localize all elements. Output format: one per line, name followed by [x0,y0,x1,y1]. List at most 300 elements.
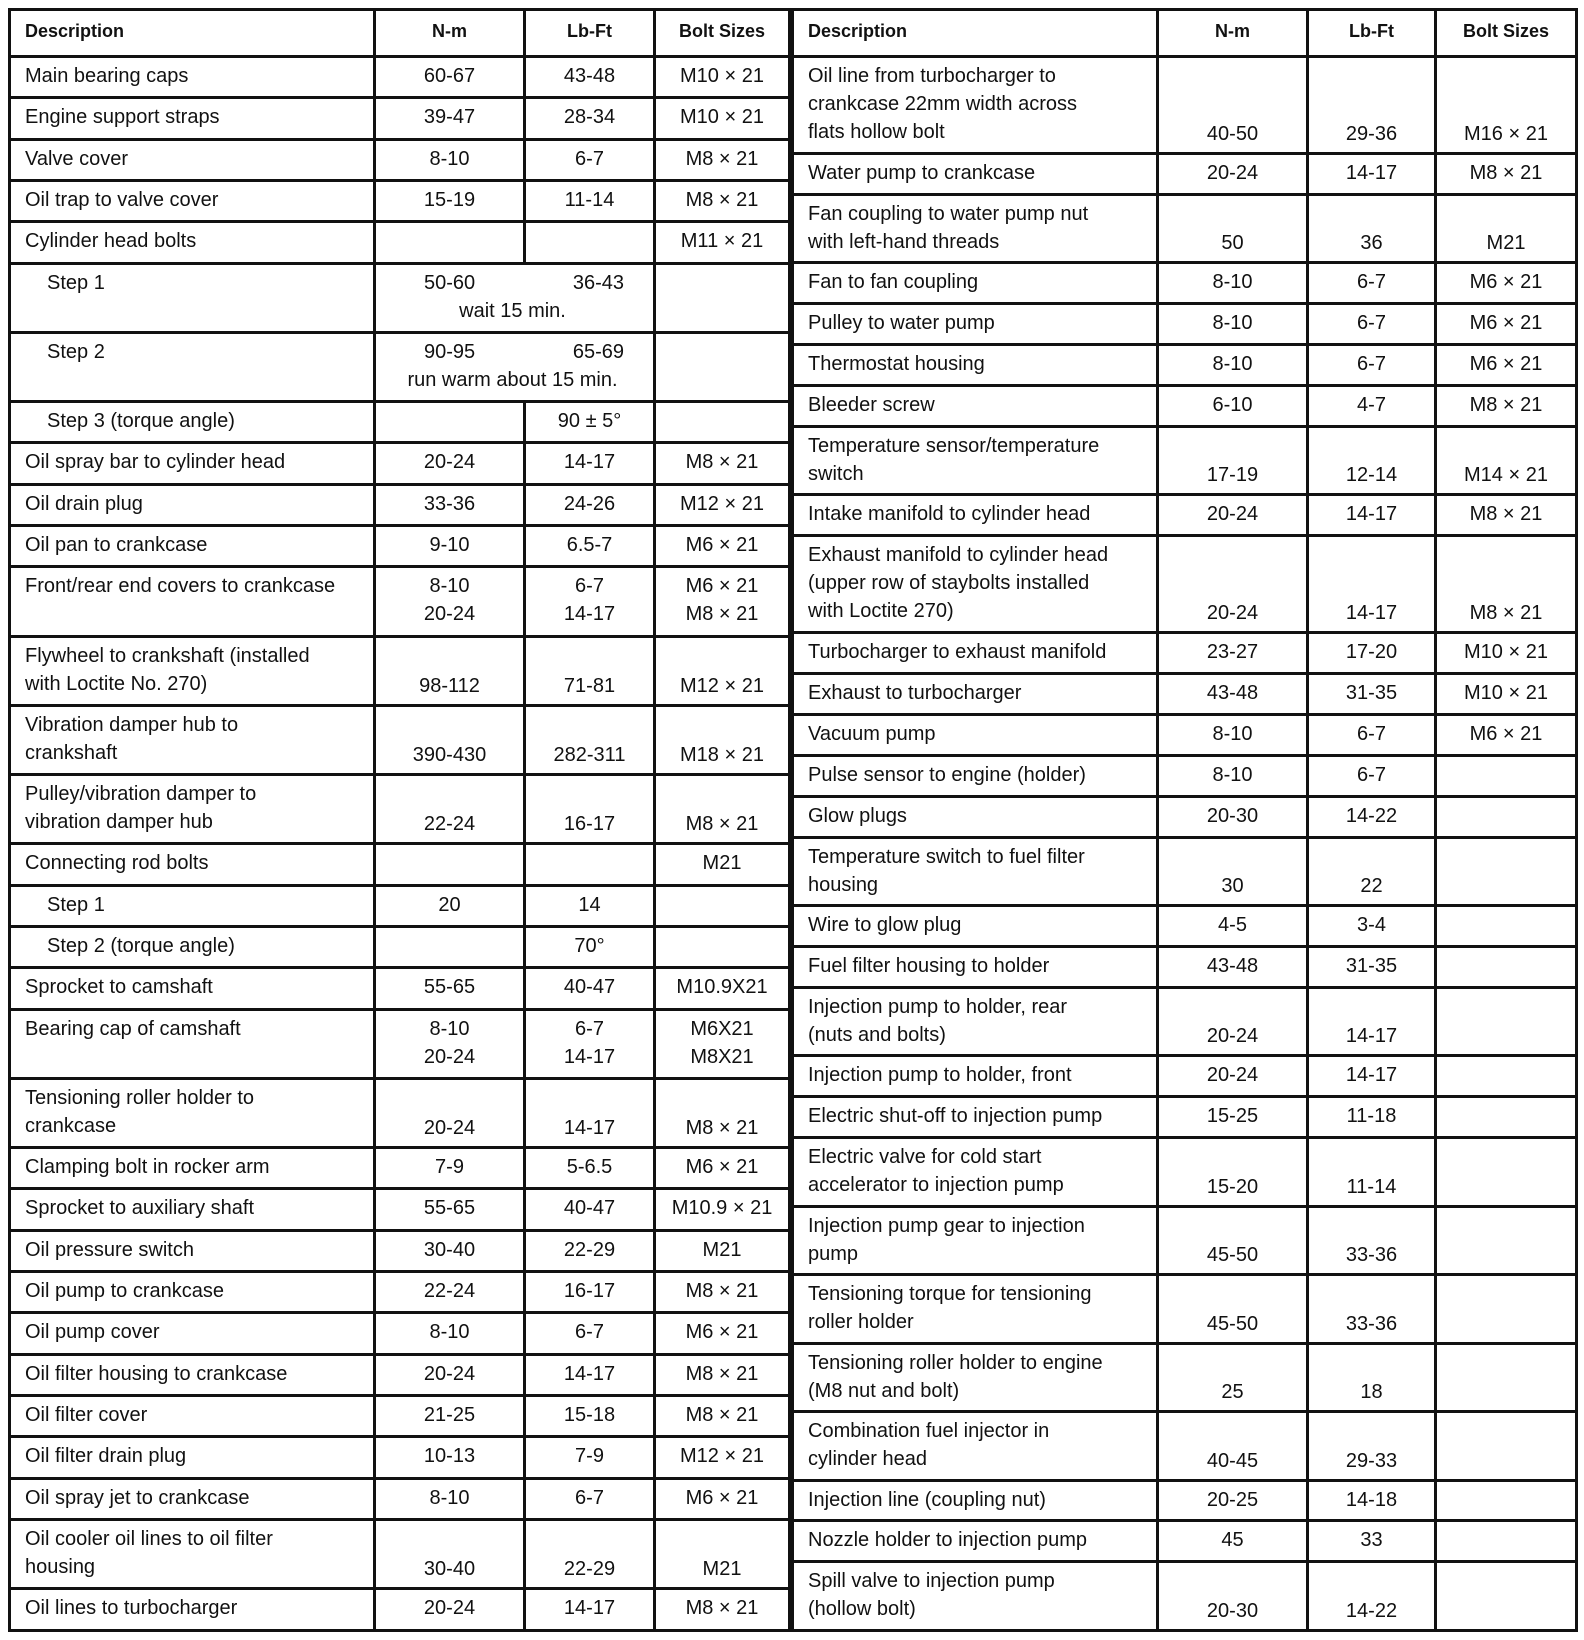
table-row [793,1521,1577,1562]
nm-cell [375,402,525,443]
step-values [424,338,624,366]
table-row [793,837,1577,905]
nm-cell: 22-24 [375,775,525,844]
nm-cell: 23-27 [1158,633,1308,674]
description-cell: Flywheel to crankshaft (installed with Loctite No. 270) [10,636,375,705]
lbft-cell: 14-17 [1308,495,1436,536]
nm-cell [375,1009,525,1078]
description-cell: Main bearing caps [10,57,375,98]
lbft-cell: 14-22 [1308,796,1436,837]
step-note: run warm about 15 min. [407,368,618,391]
nm-cell: 98-112 [375,636,525,705]
table-row [793,194,1577,262]
bolt-size-cell: M14 × 21 [1436,426,1577,494]
nm-cell: 20-24 [375,1589,525,1631]
table-row [10,332,790,401]
bolt-size-cell: M10 × 21 [655,98,790,139]
step-values-cell [375,263,655,332]
nm-cell: 60-67 [375,57,525,98]
table-row [10,1189,790,1230]
table-row [10,98,790,139]
header-lbft: Lb-Ft [1308,10,1436,57]
bolt-size-cell: M12 × 21 [655,484,790,525]
table-row [793,1412,1577,1480]
bolt-size-cell: M21 [655,1230,790,1271]
description-cell: Intake manifold to cylinder head [793,495,1158,536]
nm-cell: 20-30 [1158,1562,1308,1631]
bolt-size-cell [1436,1097,1577,1138]
nm-value: 50-60 [424,271,476,294]
description-cell: Wire to glow plug [793,906,1158,947]
nm-cell [375,927,525,968]
nm-cell: 25 [1158,1343,1308,1411]
table-row [793,1056,1577,1097]
table-row [793,947,1577,988]
description-cell: Oil spray bar to cylinder head [10,443,375,484]
table-row [10,443,790,484]
table-row [793,386,1577,427]
lbft-cell: 6-7 [525,1478,655,1519]
lbft-cell: 22-29 [525,1520,655,1589]
nm-cell: 55-65 [375,1189,525,1230]
bolt-size-cell [1436,906,1577,947]
lbft-cell: 16-17 [525,775,655,844]
description-cell: Oil spray jet to crankcase [10,1478,375,1519]
lbft-cell: 43-48 [525,57,655,98]
nm-cell: 50 [1158,194,1308,262]
bolt-size-cell: M6 × 21 [655,1148,790,1189]
nm-cell: 20-24 [1158,154,1308,195]
bolt-size-cell [1436,1056,1577,1097]
nm-cell: 20-24 [1158,987,1308,1055]
description-cell: Oil line from turbocharger to crankcase 22mm width across flats hollow bolt [793,57,1158,154]
bolt-size-cell [655,332,790,401]
lbft-cell: 5-6.5 [525,1148,655,1189]
header-nm: N-m [375,10,525,57]
header-row [793,10,1577,57]
lbft-cell: 14-17 [525,1078,655,1147]
nm-cell: 15-25 [1158,1097,1308,1138]
lbft-cell: 17-20 [1308,633,1436,674]
nm-cell-value-2: 20-24 [423,603,476,626]
lbft-cell-value: 6-7 [575,1017,604,1040]
bolt-size-cell: M10.9X21 [655,968,790,1009]
nm-cell: 9-10 [375,526,525,567]
bolt-size-cell: M8 × 21 [655,1354,790,1395]
nm-cell: 20-25 [1158,1480,1308,1521]
lbft-cell: 6.5-7 [525,526,655,567]
nm-cell: 15-19 [375,180,525,221]
nm-cell: 8-10 [375,1478,525,1519]
table-row [10,1437,790,1478]
table-row [10,1589,790,1631]
nm-cell: 20-30 [1158,796,1308,837]
nm-cell: 17-19 [1158,426,1308,494]
table-row [10,705,790,774]
table-row [10,927,790,968]
table-row [10,1520,790,1589]
table-row [10,567,790,636]
lbft-cell: 70° [525,927,655,968]
table-row [793,906,1577,947]
description-cell: Clamping bolt in rocker arm [10,1148,375,1189]
table-row [793,154,1577,195]
description-cell: Injection pump to holder, rear (nuts and bolts) [793,987,1158,1055]
lbft-cell: 29-36 [1308,57,1436,154]
description-cell: Oil trap to valve cover [10,180,375,221]
table-row [793,495,1577,536]
description-cell: Fuel filter housing to holder [793,947,1158,988]
nm-cell: 8-10 [1158,715,1308,756]
bolt-size-cell [655,567,790,636]
nm-cell: 10-13 [375,1437,525,1478]
bolt-size-cell: M8 × 21 [655,180,790,221]
nm-cell: 390-430 [375,705,525,774]
header-description: Description [793,10,1158,57]
nm-cell-value: 8-10 [429,1017,470,1040]
description-cell: Oil lines to turbocharger [10,1589,375,1631]
bolt-size-cell: M6 × 21 [655,1478,790,1519]
bolt-size-cell: M6 × 21 [655,526,790,567]
header-bolt-sizes: Bolt Sizes [655,10,790,57]
nm-cell: 33-36 [375,484,525,525]
bolt-size-cell [1436,1562,1577,1631]
lbft-cell: 14-22 [1308,1562,1436,1631]
description-cell: Pulley/vibration damper to vibration damper hub [10,775,375,844]
lbft-cell: 6-7 [1308,304,1436,345]
description-cell: Temperature sensor/temperature switch [793,426,1158,494]
table-row [793,796,1577,837]
lbft-cell: 14-17 [1308,154,1436,195]
lbft-cell: 6-7 [525,139,655,180]
nm-cell: 4-5 [1158,906,1308,947]
table-row [10,263,790,332]
table-row [793,536,1577,633]
nm-cell: 15-20 [1158,1138,1308,1206]
description-cell: Step 2 (torque angle) [10,927,375,968]
description-cell: Oil filter housing to crankcase [10,1354,375,1395]
description-cell: Oil drain plug [10,484,375,525]
description-cell: Fan to fan coupling [793,263,1158,304]
bolt-size-cell [1436,837,1577,905]
nm-cell: 8-10 [1158,345,1308,386]
table-row [10,57,790,98]
description-cell: Spill valve to injection pump (hollow bolt) [793,1562,1158,1631]
description-cell: Oil pan to crankcase [10,526,375,567]
lbft-cell: 11-14 [1308,1138,1436,1206]
lbft-cell: 33 [1308,1521,1436,1562]
description-cell: Pulse sensor to engine (holder) [793,756,1158,797]
lbft-cell: 11-18 [1308,1097,1436,1138]
table-row [793,1343,1577,1411]
bolt-size-cell [1436,987,1577,1055]
bolt-size-cell: M11 × 21 [655,222,790,263]
description-cell: Oil filter cover [10,1396,375,1437]
nm-cell: 20-24 [375,443,525,484]
bolt-size-cell: M10 × 21 [655,57,790,98]
torque-table-right [791,8,1578,1632]
table-row [793,674,1577,715]
bolt-size-cell: M8 × 21 [655,443,790,484]
table-row [793,1275,1577,1343]
description-cell: Oil pump cover [10,1313,375,1354]
lbft-cell: 16-17 [525,1272,655,1313]
table-row [793,345,1577,386]
description-cell: Injection pump to holder, front [793,1056,1158,1097]
bolt-size-cell [1436,1343,1577,1411]
nm-value: 90-95 [424,340,476,363]
lbft-cell: 14-17 [525,443,655,484]
table-row [793,263,1577,304]
lbft-cell: 6-7 [1308,715,1436,756]
table-row [793,426,1577,494]
lbft-cell: 14-17 [525,1354,655,1395]
bolt-size-cell: M6 × 21 [1436,304,1577,345]
lbft-cell: 14 [525,885,655,926]
description-cell: Injection pump gear to injection pump [793,1206,1158,1274]
nm-cell: 40-50 [1158,57,1308,154]
lbft-value: 65-69 [572,340,624,363]
description-cell: Oil filter drain plug [10,1437,375,1478]
description-cell: Glow plugs [793,796,1158,837]
lbft-cell: 14-17 [1308,987,1436,1055]
bolt-size-cell [1436,1480,1577,1521]
step-note: wait 15 min. [459,299,566,322]
nm-cell: 8-10 [1158,263,1308,304]
lbft-cell [525,222,655,263]
nm-cell: 55-65 [375,968,525,1009]
nm-cell: 20-24 [1158,1056,1308,1097]
bolt-size-cell: M8 × 21 [655,775,790,844]
bolt-size-cell: M6 × 21 [1436,263,1577,304]
nm-cell: 8-10 [1158,304,1308,345]
table-row [793,1562,1577,1631]
table-row [793,1206,1577,1274]
bolt-size-cell: M8 × 21 [655,1078,790,1147]
description-cell: Electric shut-off to injection pump [793,1097,1158,1138]
nm-cell [375,844,525,885]
description-cell: Temperature switch to fuel filter housing [793,837,1158,905]
lbft-cell [525,844,655,885]
nm-cell [375,567,525,636]
nm-cell-value: 8-10 [429,575,470,598]
torque-spec-document [8,8,1572,1632]
description-cell: Step 1 [10,885,375,926]
nm-cell: 8-10 [1158,756,1308,797]
bolt-size-cell: M12 × 21 [655,1437,790,1478]
description-cell: Vibration damper hub to crankshaft [10,705,375,774]
lbft-cell: 90 ± 5° [525,402,655,443]
table-row [10,1009,790,1078]
lbft-cell: 282-311 [525,705,655,774]
lbft-value: 36-43 [572,271,624,294]
nm-cell: 40-45 [1158,1412,1308,1480]
description-cell: Electric valve for cold start accelerator to injection pump [793,1138,1158,1206]
nm-cell: 30-40 [375,1230,525,1271]
bolt-size-cell [1436,1275,1577,1343]
step-values [424,269,624,297]
table-row [10,139,790,180]
description-cell: Pulley to water pump [793,304,1158,345]
bolt-size-cell-value: M6X21 [690,1017,754,1040]
description-cell: Injection line (coupling nut) [793,1480,1158,1521]
bolt-size-cell: M21 [1436,194,1577,262]
lbft-cell: 12-14 [1308,426,1436,494]
description-cell: Valve cover [10,139,375,180]
bolt-size-cell-value-2: M8X21 [690,1045,754,1068]
bolt-size-cell: M21 [655,844,790,885]
lbft-cell: 18 [1308,1343,1436,1411]
description-cell: Sprocket to camshaft [10,968,375,1009]
table-row [10,484,790,525]
bolt-size-cell-value-2: M8 × 21 [685,603,759,626]
bolt-size-cell: M10.9 × 21 [655,1189,790,1230]
lbft-cell: 14-17 [1308,536,1436,633]
bolt-size-cell [1436,1206,1577,1274]
bolt-size-cell: M8 × 21 [655,1396,790,1437]
description-cell: Front/rear end covers to crankcase [10,567,375,636]
bolt-size-cell [655,885,790,926]
table-row [10,1230,790,1271]
lbft-cell: 40-47 [525,1189,655,1230]
nm-cell: 45 [1158,1521,1308,1562]
lbft-cell: 22-29 [525,1230,655,1271]
nm-cell: 43-48 [1158,674,1308,715]
table-row [793,1138,1577,1206]
description-cell: Fan coupling to water pump nut with left-hand threads [793,194,1158,262]
bolt-size-cell [1436,1521,1577,1562]
description-cell: Oil cooler oil lines to oil filter housing [10,1520,375,1589]
lbft-cell: 40-47 [525,968,655,1009]
description-cell: Step 2 [10,332,375,401]
description-cell: Thermostat housing [793,345,1158,386]
lbft-cell: 11-14 [525,180,655,221]
right-table-body [793,57,1577,1631]
header-description: Description [10,10,375,57]
bolt-size-cell: M21 [655,1520,790,1589]
table-row [793,633,1577,674]
table-row [10,1478,790,1519]
description-cell: Cylinder head bolts [10,222,375,263]
nm-cell: 20-24 [1158,495,1308,536]
nm-cell: 20-24 [375,1078,525,1147]
torque-table-left [8,8,791,1632]
nm-cell: 45-50 [1158,1275,1308,1343]
bolt-size-cell [1436,796,1577,837]
description-cell: Exhaust manifold to cylinder head (upper row of staybolts installed with Loctite 270) [793,536,1158,633]
lbft-cell: 14-18 [1308,1480,1436,1521]
table-row [10,526,790,567]
bolt-size-cell [1436,756,1577,797]
table-row [793,715,1577,756]
table-row [10,1078,790,1147]
description-cell: Turbocharger to exhaust manifold [793,633,1158,674]
bolt-size-cell: M8 × 21 [1436,536,1577,633]
bolt-size-cell: M16 × 21 [1436,57,1577,154]
table-row [793,756,1577,797]
nm-cell: 21-25 [375,1396,525,1437]
lbft-cell: 6-7 [1308,756,1436,797]
bolt-size-cell [1436,947,1577,988]
table-row [10,402,790,443]
left-table-body [10,57,790,1631]
table-row [793,304,1577,345]
description-cell: Connecting rod bolts [10,844,375,885]
lbft-cell: 28-34 [525,98,655,139]
lbft-cell: 24-26 [525,484,655,525]
table-row [10,1272,790,1313]
lbft-cell: 4-7 [1308,386,1436,427]
bolt-size-cell: M18 × 21 [655,705,790,774]
description-cell: Bearing cap of camshaft [10,1009,375,1078]
nm-cell: 20 [375,885,525,926]
bolt-size-cell: M6 × 21 [1436,345,1577,386]
nm-cell: 39-47 [375,98,525,139]
lbft-cell-value: 6-7 [575,575,604,598]
table-row [10,1354,790,1395]
bolt-size-cell [655,263,790,332]
lbft-cell: 6-7 [1308,345,1436,386]
description-cell: Nozzle holder to injection pump [793,1521,1158,1562]
lbft-cell: 33-36 [1308,1206,1436,1274]
table-row [793,1097,1577,1138]
description-cell: Sprocket to auxiliary shaft [10,1189,375,1230]
description-cell: Step 1 [10,263,375,332]
bolt-size-cell [655,927,790,968]
table-row [793,987,1577,1055]
nm-cell: 6-10 [1158,386,1308,427]
header-row [10,10,790,57]
table-row [10,1313,790,1354]
bolt-size-cell: M12 × 21 [655,636,790,705]
lbft-cell-value-2: 14-17 [563,1045,616,1068]
description-cell: Tensioning roller holder to crankcase [10,1078,375,1147]
table-row [10,180,790,221]
lbft-cell: 14-17 [1308,1056,1436,1097]
bolt-size-cell: M8 × 21 [1436,386,1577,427]
description-cell: Vacuum pump [793,715,1158,756]
nm-cell: 45-50 [1158,1206,1308,1274]
table-row [10,775,790,844]
header-lbft: Lb-Ft [525,10,655,57]
lbft-cell-value-2: 14-17 [563,603,616,626]
lbft-cell: 6-7 [1308,263,1436,304]
nm-cell: 43-48 [1158,947,1308,988]
table-row [10,968,790,1009]
table-row [10,636,790,705]
lbft-cell: 6-7 [525,1313,655,1354]
lbft-cell: 33-36 [1308,1275,1436,1343]
lbft-cell: 29-33 [1308,1412,1436,1480]
lbft-cell: 36 [1308,194,1436,262]
nm-cell: 30-40 [375,1520,525,1589]
bolt-size-cell: M10 × 21 [1436,633,1577,674]
lbft-cell: 14-17 [525,1589,655,1631]
lbft-cell: 22 [1308,837,1436,905]
bolt-size-cell: M6 × 21 [655,1313,790,1354]
step-values-cell [375,332,655,401]
lbft-cell: 3-4 [1308,906,1436,947]
nm-cell: 8-10 [375,1313,525,1354]
table-row [10,885,790,926]
bolt-size-cell: M8 × 21 [655,1589,790,1631]
lbft-cell: 31-35 [1308,674,1436,715]
description-cell: Tensioning torque for tensioning roller holder [793,1275,1158,1343]
bolt-size-cell: M8 × 21 [655,1272,790,1313]
description-cell: Exhaust to turbocharger [793,674,1158,715]
lbft-cell: 15-18 [525,1396,655,1437]
bolt-size-cell: M8 × 21 [655,139,790,180]
